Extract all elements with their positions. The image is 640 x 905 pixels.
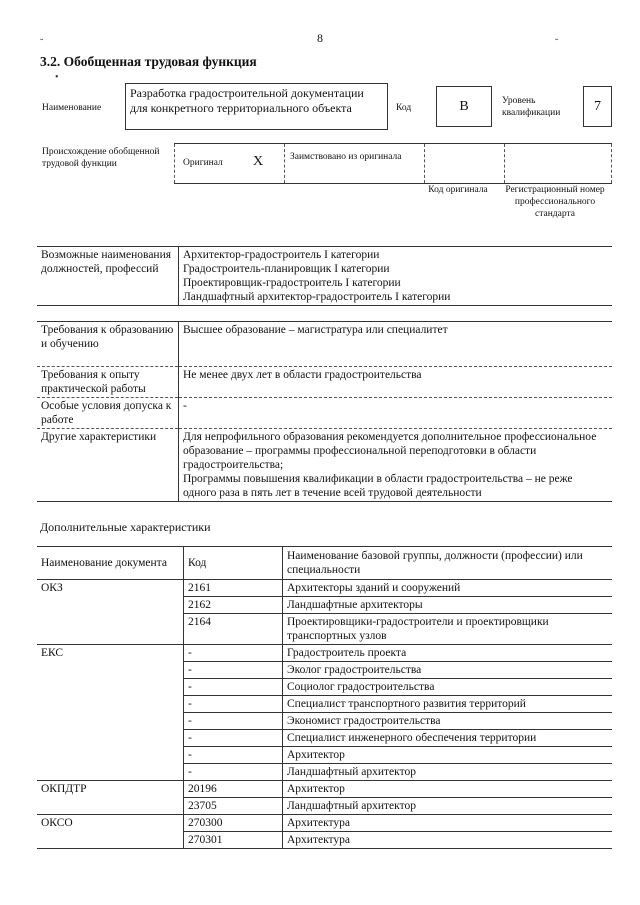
table-row xyxy=(37,815,612,832)
table-row xyxy=(37,597,612,614)
doc-cell xyxy=(37,832,184,849)
code-label: Код xyxy=(396,103,412,113)
reg-number-label: Регистрационный номер профессионального стандарта xyxy=(505,185,605,219)
requirement-value: - xyxy=(179,398,613,429)
requirement-label: Требования к образованию и обучению xyxy=(37,322,179,367)
requirement-row xyxy=(37,398,612,429)
table-row xyxy=(37,662,612,679)
requirement-value: Не менее двух лет в области градостроительства xyxy=(179,367,613,398)
code-cell: - xyxy=(184,662,283,679)
code-cell: - xyxy=(184,713,283,730)
name-cell: Ландшафтные архитекторы xyxy=(283,597,613,614)
doc-cell xyxy=(37,764,184,781)
positions-label: Возможные наименования должностей, профессий xyxy=(37,247,179,306)
table-row xyxy=(37,764,612,781)
code-cell: - xyxy=(184,730,283,747)
requirement-row xyxy=(37,429,612,502)
function-name-field: Разработка градостроительной документации для конкретного территориального объекта xyxy=(125,83,388,130)
extra-characteristics-table xyxy=(37,546,612,849)
table-row xyxy=(37,679,612,696)
name-cell: Архитектура xyxy=(283,815,613,832)
requirement-row xyxy=(37,367,612,398)
code-cell: 270300 xyxy=(184,815,283,832)
name-cell: Эколог градостроительства xyxy=(283,662,613,679)
code-cell: 23705 xyxy=(184,798,283,815)
doc-cell: ЕКС xyxy=(37,645,184,662)
name-cell: Архитектура xyxy=(283,832,613,849)
doc-cell xyxy=(37,597,184,614)
column-header: Наименование документа xyxy=(37,547,184,580)
doc-cell xyxy=(37,679,184,696)
original-mark: X xyxy=(253,154,264,169)
positions-list xyxy=(179,247,613,306)
table-row xyxy=(37,781,612,798)
scan-mark: ˘ xyxy=(40,38,44,49)
doc-cell xyxy=(37,713,184,730)
name-cell: Проектировщики-градостроители и проектировщики транспортных узлов xyxy=(283,614,613,645)
name-cell: Градостроитель проекта xyxy=(283,645,613,662)
doc-cell xyxy=(37,614,184,645)
name-cell: Социолог градостроительства xyxy=(283,679,613,696)
requirement-label: Другие характеристики xyxy=(37,429,179,502)
name-cell: Экономист градостроительства xyxy=(283,713,613,730)
name-label: Наименование xyxy=(42,103,102,113)
doc-cell: ОКСО xyxy=(37,815,184,832)
level-label: Уровень квалификации xyxy=(502,96,561,118)
name-cell: Архитектор xyxy=(283,747,613,764)
doc-cell xyxy=(37,798,184,815)
name-cell: Ландшафтный архитектор xyxy=(283,798,613,815)
code-cell: 20196 xyxy=(184,781,283,798)
name-cell: Ландшафтный архитектор xyxy=(283,764,613,781)
code-cell: - xyxy=(184,679,283,696)
requirement-label: Требования к опыту практической работы xyxy=(37,367,179,398)
doc-cell: ОКПДТР xyxy=(37,781,184,798)
requirements-table xyxy=(37,321,612,502)
table-row xyxy=(37,645,612,662)
code-cell: 2162 xyxy=(184,597,283,614)
column-header: Код xyxy=(184,547,283,580)
borrowed-label: Заимствовано из оригинала xyxy=(290,152,402,162)
code-cell: 2161 xyxy=(184,580,283,597)
position-item: Архитектор-градостроитель I категории xyxy=(183,249,380,261)
original-label: Оригинал xyxy=(183,158,223,168)
code-field: B xyxy=(436,86,492,127)
table-row xyxy=(37,730,612,747)
requirement-value: Для непрофильного образования рекомендуется дополнительное профессиональное образование – программы профессиональной переподготовки в области градостроительства; Программы повышения квалификации в области градостроительства – не реже одного раза в пять лет в течение всей трудовой деятельности xyxy=(179,429,613,502)
origin-label: Происхождение обобщенной трудовой функции xyxy=(42,147,160,169)
doc-cell xyxy=(37,747,184,764)
code-cell: - xyxy=(184,696,283,713)
origin-table xyxy=(174,143,612,184)
table-row xyxy=(37,747,612,764)
table-row xyxy=(37,798,612,815)
requirement-label: Особые условия допуска к работе xyxy=(37,398,179,429)
name-cell: Специалист инженерного обеспечения территории xyxy=(283,730,613,747)
extra-characteristics-title: Дополнительные характеристики xyxy=(40,520,211,534)
table-row xyxy=(37,614,612,645)
scan-mark: • xyxy=(55,72,59,83)
name-cell: Специалист транспортного развития территорий xyxy=(283,696,613,713)
code-cell: 270301 xyxy=(184,832,283,849)
positions-table xyxy=(37,246,612,306)
code-cell: - xyxy=(184,645,283,662)
code-original-label: Код оригинала xyxy=(428,185,488,195)
doc-cell xyxy=(37,662,184,679)
name-cell: Архитекторы зданий и сооружений xyxy=(283,580,613,597)
code-cell: - xyxy=(184,764,283,781)
requirement-value: Высшее образование – магистратура или специалитет xyxy=(179,322,613,367)
code-cell: 2164 xyxy=(184,614,283,645)
doc-cell xyxy=(37,696,184,713)
name-cell: Архитектор xyxy=(283,781,613,798)
code-cell: - xyxy=(184,747,283,764)
position-item: Проектировщик-градостроитель I категории xyxy=(183,277,401,289)
position-item: Градостроитель-планировщик I категории xyxy=(183,263,390,275)
column-header: Наименование базовой группы, должности (профессии) или специальности xyxy=(283,547,613,580)
doc-cell xyxy=(37,730,184,747)
doc-cell: ОКЗ xyxy=(37,580,184,597)
table-row xyxy=(37,580,612,597)
table-row xyxy=(37,696,612,713)
table-row xyxy=(37,832,612,849)
scan-mark: ˘ xyxy=(555,38,559,49)
page-number: 8 xyxy=(317,31,323,45)
level-field: 7 xyxy=(583,86,612,127)
section-title: 3.2. Обобщенная трудовая функция xyxy=(40,54,257,69)
table-header-row xyxy=(37,547,612,580)
table-row xyxy=(37,713,612,730)
position-item: Ландшафтный архитектор-градостроитель I категории xyxy=(183,291,451,303)
requirement-row xyxy=(37,322,612,367)
